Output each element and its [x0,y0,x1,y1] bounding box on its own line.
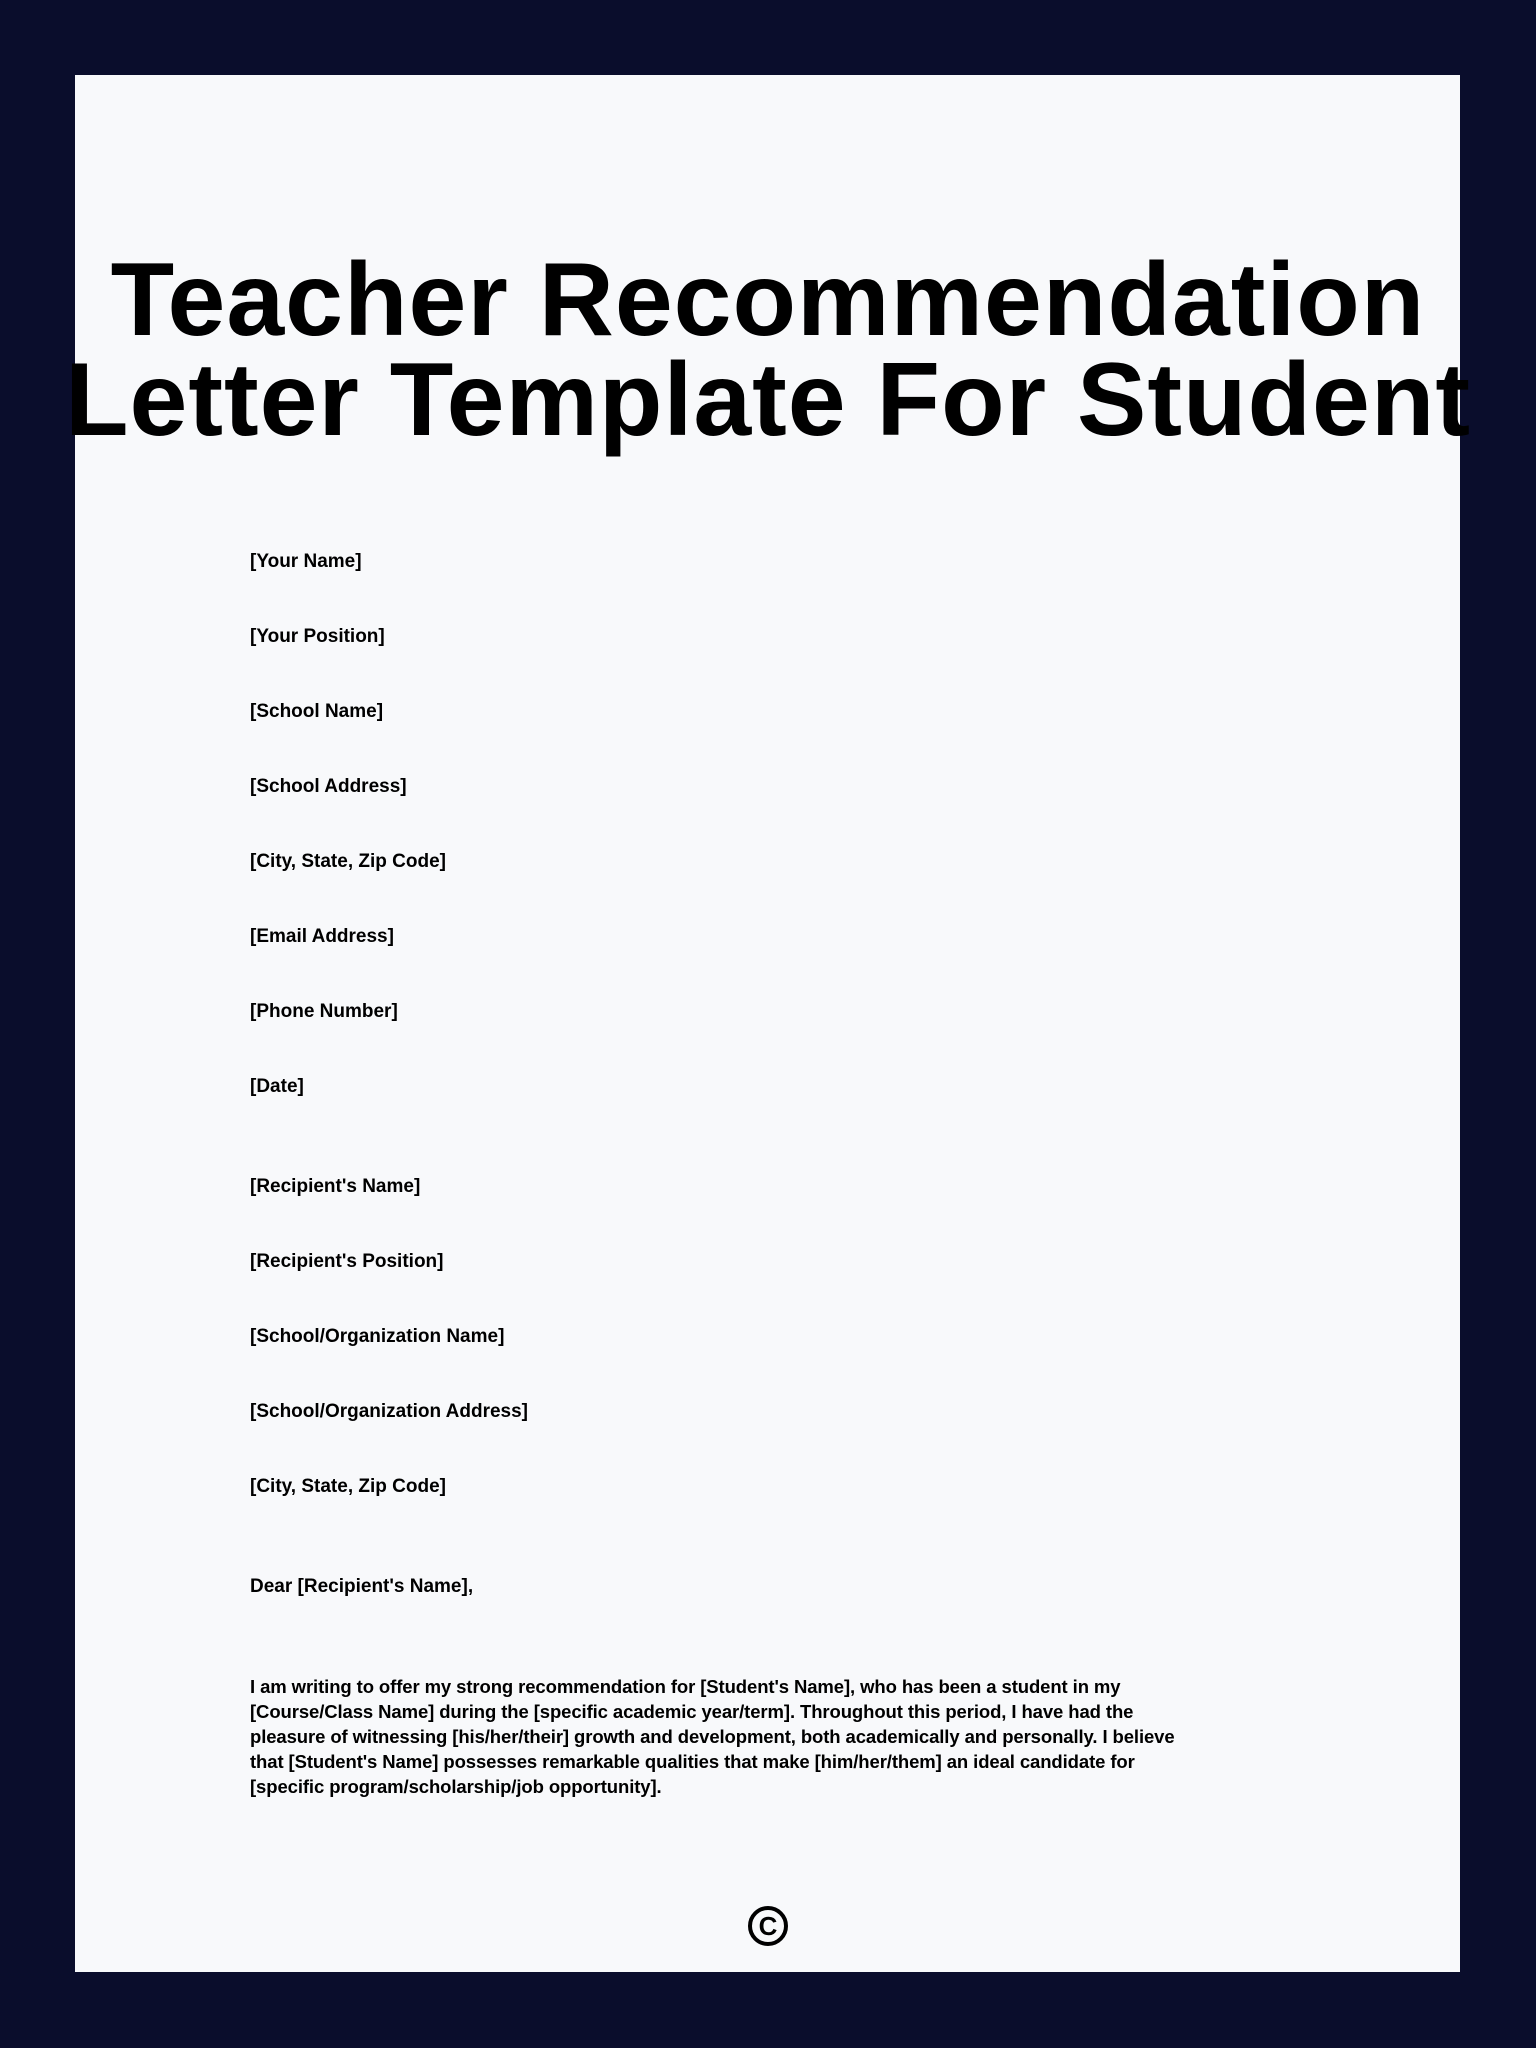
copyright-icon: C [748,1906,788,1946]
paragraph-line: that [Student's Name] possesses remarkable qualities that make [him/her/them] an ideal candidate for [250,1751,1135,1772]
recipient-position: [Recipient's Position] [250,1251,444,1272]
recipient-city: [City, State, Zip Code] [250,1476,446,1497]
paragraph-line: pleasure of witnessing [his/her/their] growth and development, both academically and personally. I believe [250,1726,1175,1747]
sender-phone: [Phone Number] [250,1001,398,1022]
recipient-address: [School/Organization Address] [250,1401,528,1422]
sender-name: [Your Name] [250,551,362,572]
salutation: Dear [Recipient's Name], [250,1576,474,1597]
title-line-2: Letter Template For Student [64,342,1472,458]
sender-date: [Date] [250,1076,304,1097]
body-paragraph [250,1674,1175,1799]
paragraph-line: [Course/Class Name] during the [specific academic year/term]. Throughout this period, I have had the [250,1701,1134,1722]
page-title [0,242,1536,458]
sender-school: [School Name] [250,701,384,722]
sender-position: [Your Position] [250,626,385,647]
recipient-name: [Recipient's Name] [250,1176,421,1197]
paragraph-line: [specific program/scholarship/job opportunity]. [250,1776,662,1797]
sender-address: [School Address] [250,776,407,797]
sender-city: [City, State, Zip Code] [250,851,446,872]
sender-email: [Email Address] [250,926,394,947]
recipient-organization: [School/Organization Name] [250,1326,505,1347]
title-line-1: Teacher Recommendation [110,242,1426,358]
paragraph-line: I am writing to offer my strong recommendation for [Student's Name], who has been a student in my [250,1676,1121,1697]
